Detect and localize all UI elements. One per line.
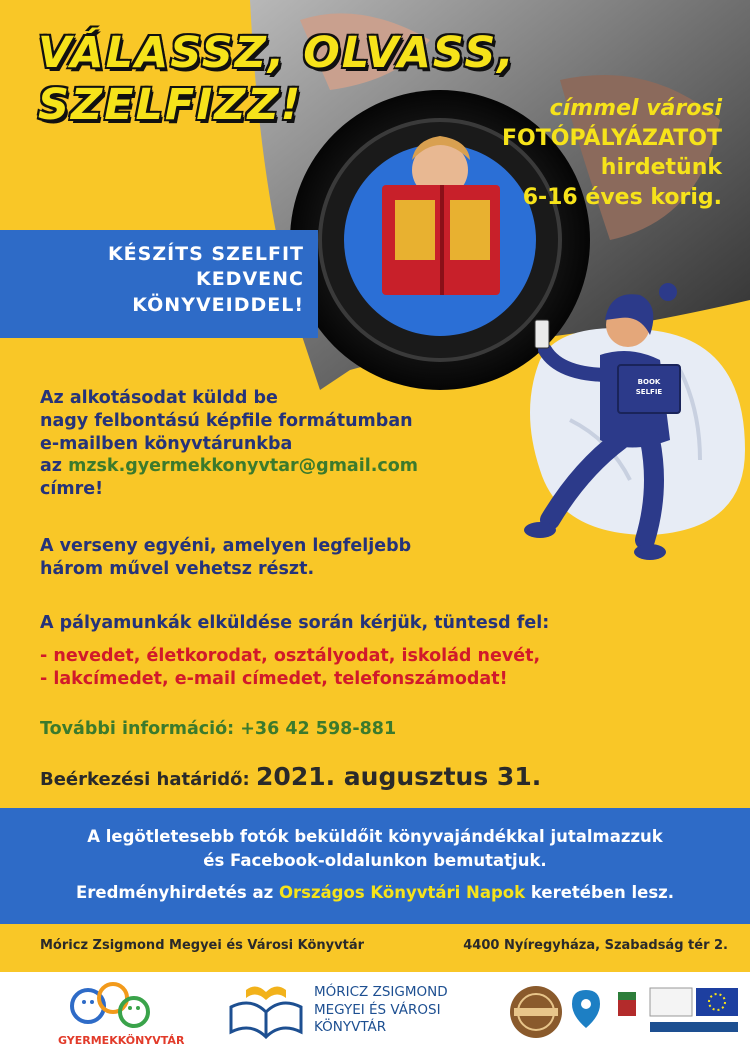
book-label-2: SELFIE <box>635 388 663 396</box>
funding-logos <box>568 982 743 1044</box>
submission-line-3: e-mailben könyvtárunkba <box>40 433 293 454</box>
callout-line-3: KÖNYVEIDDEL! <box>132 293 304 316</box>
band-line-3-suffix: keretében lesz. <box>525 882 675 902</box>
deadline-date: 2021. augusztus 31. <box>256 762 542 791</box>
request-heading: A pályamunkák elküldése során kérjük, tüntesd fel: <box>40 613 550 633</box>
mzsk-logo-text <box>314 984 448 1037</box>
mzsk-line-1: MÓRICZ ZSIGMOND <box>314 984 448 1000</box>
open-book-icon <box>226 982 306 1042</box>
rules-line-1: A verseny egyéni, amelyen legfeljebb <box>40 536 412 556</box>
subtitle-line-2: FOTÓPÁLYÁZATOT <box>502 125 722 151</box>
seal-icon <box>508 984 564 1040</box>
request-paragraph <box>40 612 549 690</box>
gyermekkonyvtar-label <box>58 1034 185 1047</box>
logo-strip <box>0 972 750 1061</box>
band-line-1: A legötletesebb fotók beküldőit könyvajándékkal jutalmazzuk <box>87 827 663 846</box>
selfie-callout <box>0 230 318 338</box>
prize-band <box>0 808 750 924</box>
rules-paragraph <box>40 535 411 581</box>
request-item-1: - nevedet, életkorodat, osztályodat, iskolád nevét, <box>40 645 541 666</box>
deadline-label: Beérkezési határidő: <box>40 769 257 790</box>
title-line-2: SZELFIZZ! <box>38 79 303 130</box>
mzsk-line-3: KÖNYVTÁR <box>314 1019 387 1036</box>
band-line-3-prefix: Eredményhirdetés az <box>75 882 279 902</box>
band-line-3 <box>0 881 750 905</box>
footer-address: 4400 Nyíregyháza, Szabadság tér 2. <box>463 938 728 953</box>
callout-line-1: KÉSZÍTS SZELFIT <box>107 243 304 265</box>
gyermekkonyvtar-logo <box>58 980 185 1052</box>
submission-line-1: Az alkotásodat küldd be <box>40 388 278 408</box>
subtitle-line-4: 6-16 éves korig. <box>522 185 722 211</box>
mzsk-line-2: MEGYEI ÉS VÁROSI <box>314 1001 441 1018</box>
email-prefix: az <box>40 456 69 477</box>
children-faces-icon <box>58 980 168 1036</box>
subtitle <box>502 94 722 213</box>
subtitle-line-1: címmel városi <box>549 96 722 121</box>
band-highlight: Országos Könyvtári Napok <box>278 882 526 902</box>
rules-line-2: három művel vehetsz részt. <box>40 558 315 579</box>
submission-line-5: címre! <box>40 479 104 499</box>
request-item-2: - lakcímedet, e-mail címedet, telefonszámodat! <box>40 668 508 689</box>
gyk-text: GYERMEKKÖNYVTÁR <box>58 1034 185 1047</box>
subtitle-line-3: hirdetünk <box>600 155 722 181</box>
deadline <box>40 762 541 791</box>
submission-paragraph <box>40 387 418 501</box>
footer-library-name: Móricz Zsigmond Megyei és Városi Könyvtár <box>40 938 364 953</box>
email-link[interactable]: mzsk.gyermekkonyvtar@gmail.com <box>68 456 419 477</box>
title-line-1: VÁLASSZ, OLVASS, <box>38 28 516 78</box>
submission-line-4 <box>40 455 418 478</box>
callout-line-2: KEDVENC <box>195 268 304 291</box>
eu-flag-icon <box>696 988 738 1016</box>
info-line: További információ: +36 42 598-881 <box>40 719 397 739</box>
book-label-1: BOOK <box>637 378 661 386</box>
submission-line-2: nagy felbontású képfile formátumban <box>40 410 413 431</box>
book-selfie-illustration <box>500 280 750 580</box>
poster-title <box>38 28 516 131</box>
band-line-2: és Facebook-oldalunkon bemutatjuk. <box>203 850 547 870</box>
